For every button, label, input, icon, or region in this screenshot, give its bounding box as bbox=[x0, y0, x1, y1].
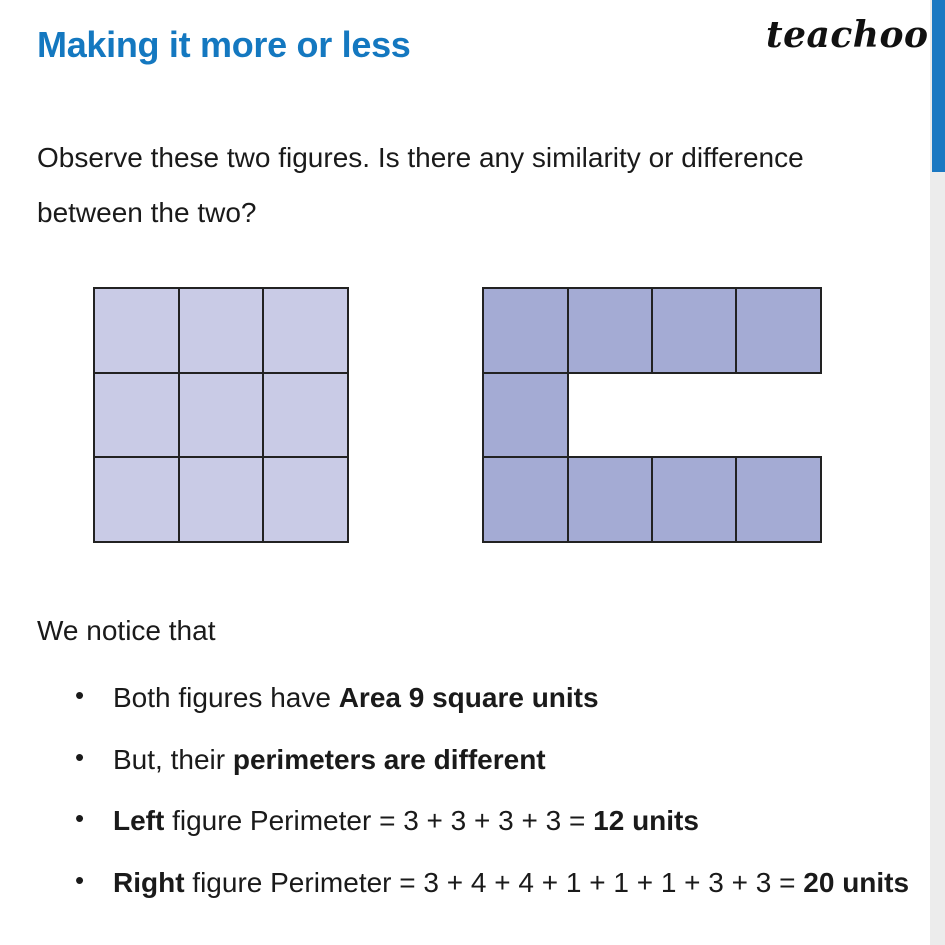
bullet-dot: • bbox=[75, 741, 85, 772]
bullet-text-bold: 20 units bbox=[803, 866, 910, 898]
left-cell-r2c1 bbox=[94, 373, 179, 457]
intro-line-2: between the two? bbox=[37, 197, 257, 228]
notice-lead: We notice that bbox=[37, 615, 216, 646]
left-figure-square-grid bbox=[93, 287, 351, 545]
right-cell-bottom-1 bbox=[483, 457, 568, 542]
bullet-text bbox=[113, 744, 546, 776]
bullet-text-plain: figure Perimeter = 3 + 4 + 4 + 1 + 1 + 1 + 3 + 3 = bbox=[184, 866, 804, 898]
bullet-lead-bold: Left bbox=[113, 805, 165, 836]
bullet-text-plain: But, their bbox=[113, 743, 233, 775]
bullet-text bbox=[113, 867, 909, 899]
right-cell-top-4 bbox=[736, 288, 821, 373]
right-cell-bottom-3 bbox=[652, 457, 736, 542]
intro-question bbox=[37, 130, 917, 240]
bullet-dot: • bbox=[75, 680, 85, 710]
left-cell-r2c3 bbox=[263, 373, 348, 457]
bullet-area bbox=[0, 670, 930, 732]
right-cell-middle bbox=[483, 373, 568, 457]
page-title: Making it more or less bbox=[37, 24, 411, 65]
right-cell-top-2 bbox=[568, 288, 652, 373]
bullet-text bbox=[113, 805, 699, 837]
bullet-dot: • bbox=[75, 864, 85, 895]
bullet-lead-bold: Right bbox=[113, 866, 185, 898]
right-cell-bottom-4 bbox=[736, 457, 821, 542]
side-accent-bar bbox=[932, 0, 945, 172]
bullet-right-perimeter bbox=[0, 855, 930, 917]
right-cell-bottom-2 bbox=[568, 457, 652, 542]
left-cell-r3c3 bbox=[263, 457, 348, 542]
bullet-text-plain: Both figures have bbox=[113, 682, 339, 713]
bullet-text-bold: 12 units bbox=[593, 805, 699, 836]
left-cell-r2c2 bbox=[179, 373, 263, 457]
left-cell-r3c1 bbox=[94, 457, 179, 542]
left-cell-r1c1 bbox=[94, 288, 179, 373]
bullet-text-plain: figure Perimeter = 3 + 3 + 3 + 3 = bbox=[164, 805, 594, 836]
right-figure-c-shape bbox=[482, 287, 824, 545]
intro-line-1: Observe these two figures. Is there any similarity or difference bbox=[37, 142, 804, 173]
right-cell-top-1 bbox=[483, 288, 568, 373]
left-cell-r3c2 bbox=[179, 457, 263, 542]
observation-list bbox=[0, 670, 930, 916]
bullet-dot: • bbox=[75, 803, 85, 833]
bullet-text-bold: Area 9 square units bbox=[338, 682, 599, 713]
bullet-perimeter-diff bbox=[0, 732, 930, 794]
right-cell-top-3 bbox=[652, 288, 736, 373]
teachoo-logo: teachoo bbox=[766, 14, 929, 56]
left-cell-r1c2 bbox=[179, 288, 263, 373]
left-cell-r1c3 bbox=[263, 288, 348, 373]
bullet-left-perimeter bbox=[0, 793, 930, 855]
bullet-text bbox=[113, 682, 599, 714]
bullet-text-bold: perimeters are different bbox=[232, 743, 546, 775]
